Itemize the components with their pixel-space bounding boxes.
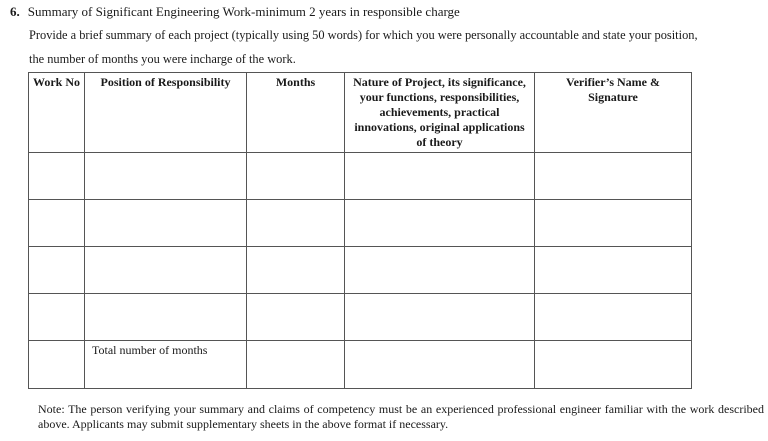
header-months: Months [247, 73, 345, 153]
header-nature-of-project: Nature of Project, its significance, your functions, responsibilities, achievements, practical innovations, original applications of theory [345, 73, 535, 153]
verifier-cell[interactable] [535, 294, 692, 341]
verification-note: Note: The person verifying your summary and claims of competency must be an experienced professional engineer familiar with the work described above. Applicants may submit supplementary sheets in the above format if necessary. [38, 402, 764, 431]
section-heading [10, 4, 460, 20]
months-cell[interactable] [247, 200, 345, 247]
instruction-line-1: Provide a brief summary of each project (typically using 50 words) for which you were personally accountable and state your position, [29, 28, 698, 42]
position-cell[interactable] [85, 294, 247, 341]
total-verifier-cell [535, 341, 692, 389]
work-no-cell[interactable] [29, 294, 85, 341]
nature-cell[interactable] [345, 200, 535, 247]
verifier-cell[interactable] [535, 200, 692, 247]
total-months-cell[interactable] [247, 341, 345, 389]
months-cell[interactable] [247, 153, 345, 200]
table-row [29, 294, 692, 341]
total-nature-cell [345, 341, 535, 389]
header-position: Position of Responsibility [85, 73, 247, 153]
position-cell[interactable] [85, 153, 247, 200]
nature-cell[interactable] [345, 294, 535, 341]
instruction-line-2: the number of months you were incharge of the work. [29, 52, 296, 66]
work-no-cell[interactable] [29, 200, 85, 247]
nature-cell[interactable] [345, 247, 535, 294]
header-work-no: Work No [29, 73, 85, 153]
total-work-no-cell [29, 341, 85, 389]
table-row [29, 200, 692, 247]
header-verifier: Verifier’s Name & Signature [535, 73, 692, 153]
section-title: Summary of Significant Engineering Work-minimum 2 years in responsible charge [27, 4, 460, 19]
months-cell[interactable] [247, 247, 345, 294]
position-cell[interactable] [85, 247, 247, 294]
work-no-cell[interactable] [29, 247, 85, 294]
months-cell[interactable] [247, 294, 345, 341]
verifier-cell[interactable] [535, 153, 692, 200]
total-months-label: Total number of months [85, 341, 247, 389]
section-number: 6. [10, 4, 20, 19]
position-cell[interactable] [85, 200, 247, 247]
table-row [29, 153, 692, 200]
nature-cell[interactable] [345, 153, 535, 200]
engineering-work-table [28, 72, 692, 389]
work-no-cell[interactable] [29, 153, 85, 200]
table-header-row [29, 73, 692, 153]
total-row [29, 341, 692, 389]
table-row [29, 247, 692, 294]
verifier-cell[interactable] [535, 247, 692, 294]
